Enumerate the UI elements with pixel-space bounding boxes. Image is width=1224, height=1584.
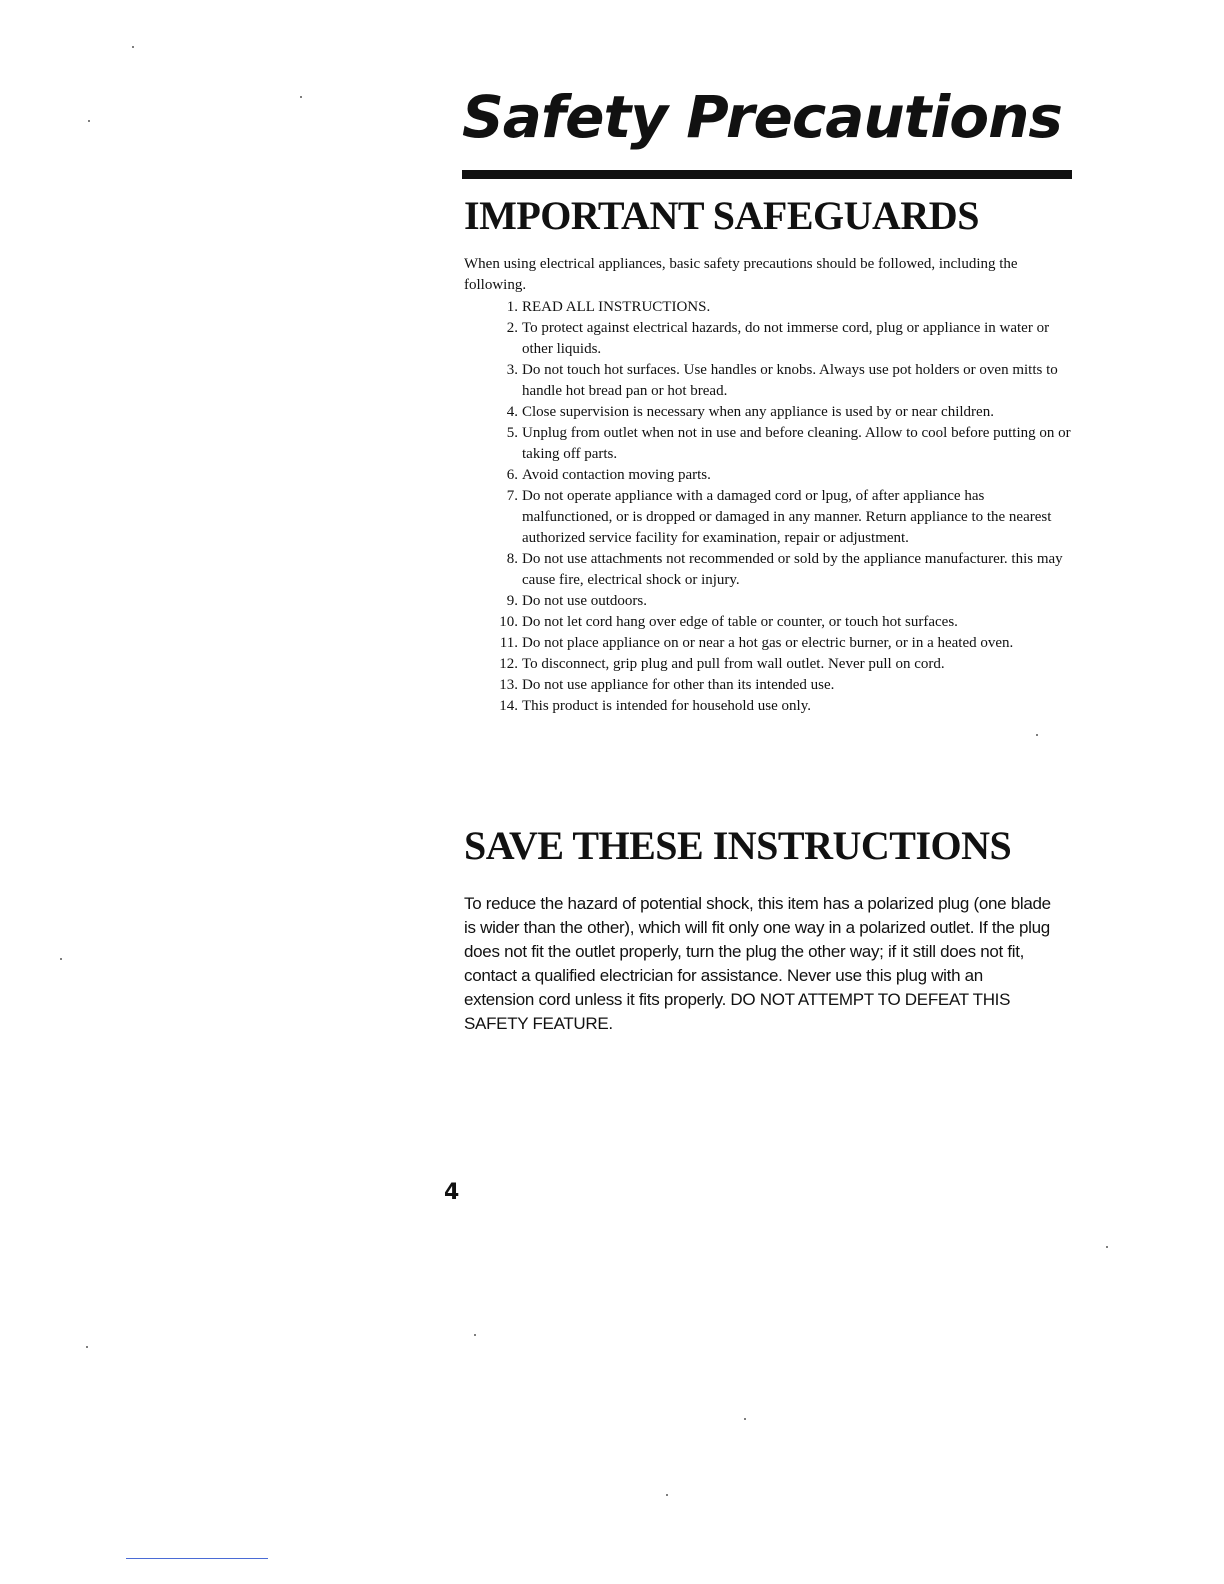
safeguard-item: [464, 591, 1074, 612]
safeguard-item-number: 11.: [499, 635, 518, 651]
scan-speck: [744, 1418, 746, 1420]
safeguard-item: [464, 612, 1074, 633]
title-rule: [462, 170, 1072, 179]
safeguard-item: [464, 402, 1074, 423]
safeguard-item-text: Unplug from outlet when not in use and before cleaning. Allow to cool before putting on or taking off parts.: [522, 425, 1071, 462]
safeguard-item: [464, 486, 1074, 549]
polarized-plug-paragraph: To reduce the hazard of potential shock, this item has a polarized plug (one blade is wider than the other), which will fit only one way in a polarized outlet. If the plug does not fit the outlet properly, turn the plug the other way; if it still does not fit, contact a qualified electrician for assistance. Never use this plug with an extension cord unless it fits properly. DO NOT ATTEMPT TO DEFEAT THIS SAFETY FEATURE.: [464, 894, 1051, 1033]
footer-line: [126, 1558, 268, 1559]
safeguard-item: [464, 423, 1074, 465]
safeguard-item: [464, 297, 1074, 318]
safeguard-item-number: 8.: [506, 551, 518, 567]
safeguard-item: [464, 549, 1074, 591]
scan-speck: [474, 1334, 476, 1336]
safeguard-item: [464, 696, 1074, 717]
save-instructions-heading: SAVE THESE INSTRUCTIONS: [464, 823, 1012, 868]
scan-speck: [1036, 734, 1038, 736]
safeguard-item-text: Avoid contaction moving parts.: [522, 467, 711, 483]
safeguard-item-number: 9.: [506, 593, 518, 609]
safeguard-item-text: Do not let cord hang over edge of table or counter, or touch hot surfaces.: [522, 614, 958, 630]
scan-speck: [300, 96, 302, 98]
safeguard-item-text: Do not use attachments not recommended or sold by the appliance manufacturer. this may cause fire, electrical shock or injury.: [522, 551, 1063, 588]
important-safeguards-heading: IMPORTANT SAFEGUARDS: [464, 193, 979, 238]
safeguard-item-text: To protect against electrical hazards, do not immerse cord, plug or appliance in water or other liquids.: [522, 320, 1050, 357]
safeguard-item-text: READ ALL INSTRUCTIONS.: [522, 299, 711, 315]
safeguard-item-number: 5.: [506, 425, 518, 441]
safeguard-item: [464, 318, 1074, 360]
safeguard-item-number: 7.: [506, 488, 518, 504]
scan-speck: [86, 1346, 88, 1348]
scan-speck: [132, 46, 134, 48]
safeguard-item: [464, 633, 1074, 654]
safeguard-item-number: 14.: [499, 698, 518, 714]
scan-speck: [666, 1494, 668, 1496]
safeguard-item: [464, 360, 1074, 402]
safeguard-item: [464, 675, 1074, 696]
page-number: 4: [444, 1180, 460, 1205]
safeguard-item-number: 3.: [506, 362, 518, 378]
safeguard-item: [464, 654, 1074, 675]
safeguard-item-number: 6.: [506, 467, 518, 483]
safeguard-item-text: To disconnect, grip plug and pull from wall outlet. Never pull on cord.: [522, 656, 945, 672]
safeguard-item-text: Close supervision is necessary when any appliance is used by or near children.: [522, 404, 994, 420]
safeguard-item-number: 1.: [506, 299, 518, 315]
safeguard-item-number: 2.: [506, 320, 518, 336]
safeguard-list: [464, 297, 1074, 717]
scan-speck: [88, 120, 90, 122]
safeguard-item-text: Do not use outdoors.: [522, 593, 647, 609]
safeguard-item-number: 4.: [506, 404, 518, 420]
intro-paragraph: When using electrical appliances, basic safety precautions should be followed, including the following.: [464, 256, 1018, 293]
safeguard-item-number: 10.: [499, 614, 518, 630]
safeguard-item-number: 12.: [499, 656, 518, 672]
scan-speck: [60, 958, 62, 960]
safeguard-item-text: Do not use appliance for other than its intended use.: [522, 677, 835, 693]
safeguard-item-text: Do not place appliance on or near a hot gas or electric burner, or in a heated oven.: [522, 635, 1014, 651]
safeguard-item: [464, 465, 1074, 486]
safeguard-item-number: 13.: [499, 677, 518, 693]
safeguard-item-text: This product is intended for household use only.: [522, 698, 811, 714]
safeguard-item-text: Do not operate appliance with a damaged cord or lpug, of after appliance has malfunctioned, or is dropped or damaged in any manner. Return appliance to the nearest authorized service facility for examination, repair or adjustment.: [522, 488, 1052, 546]
scan-speck: [1106, 1246, 1108, 1248]
safeguard-item-text: Do not touch hot surfaces. Use handles or knobs. Always use pot holders or oven mitts to handle hot bread pan or hot bread.: [522, 362, 1058, 399]
page-title: Safety Precautions: [462, 83, 1062, 151]
